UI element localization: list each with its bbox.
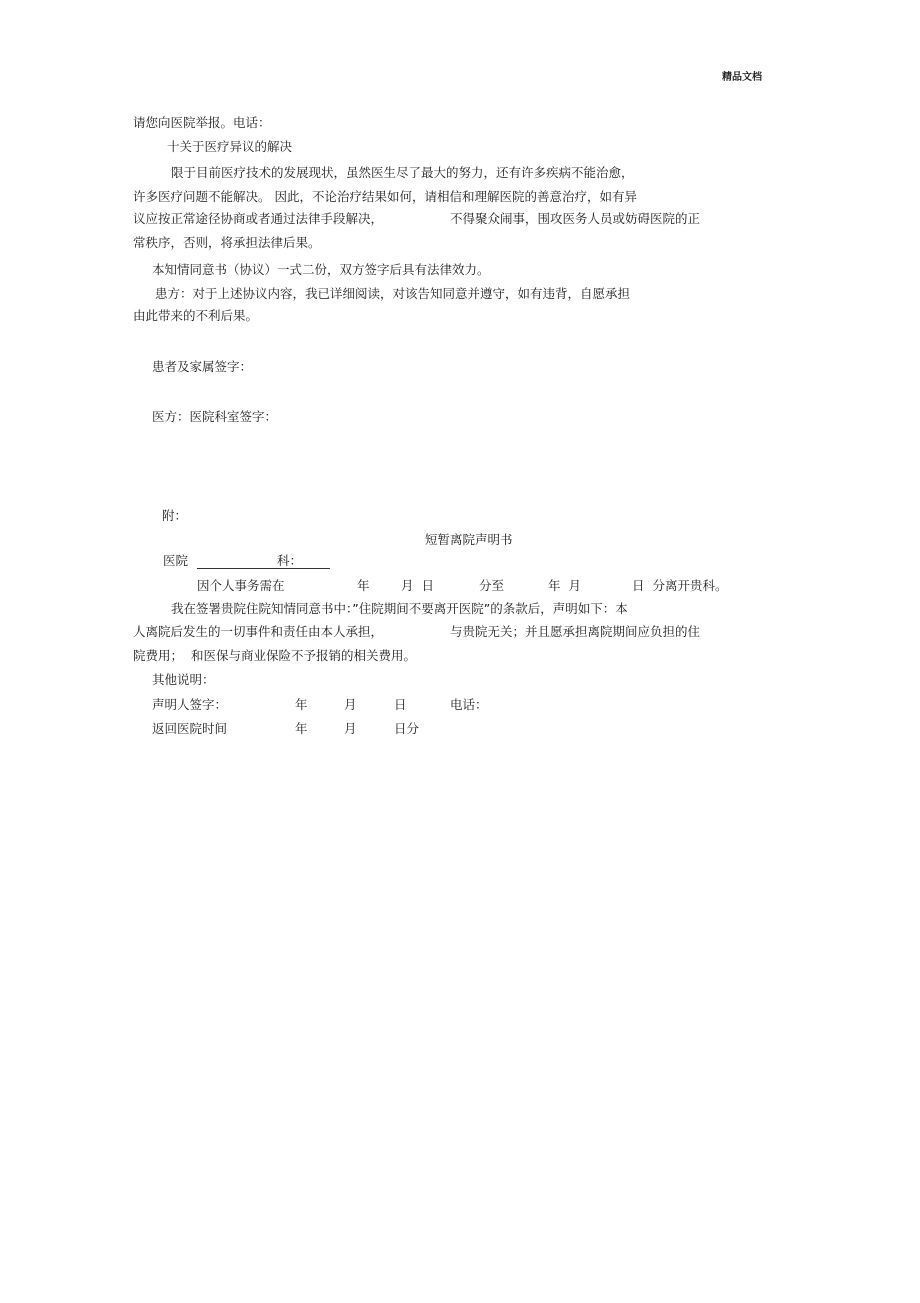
appendix-label: 附： [162, 508, 188, 523]
leave-reason-text: 因个人事务需在 [197, 578, 285, 593]
patient-signature-label: 患者及家属签字： [152, 359, 253, 374]
leave-minute-to: 分至 [479, 578, 505, 593]
leave-year-month: 年 月 [548, 578, 581, 593]
header-tag: 精品文档 [722, 72, 762, 83]
declarant-month: 月 [344, 697, 357, 712]
statement-line: 与贵院无关；并且愿承担离院期间应负担的住 [450, 624, 701, 639]
department-label: 科： [277, 553, 303, 568]
report-line: 请您向医院举报。电话： [133, 115, 271, 130]
paragraph-line: 许多医疗问题不能解决。 因此，不论治疗结果如何，请相信和理解医院的善意治疗，如有异 [133, 189, 637, 204]
patient-statement-line: 由此带来的不利后果。 [133, 308, 259, 323]
statement-line: 我在签署贵院住院知情同意书中：”住院期间不要离开医院”的条款后，声明如下：本 [171, 601, 628, 616]
declarant-year: 年 [295, 697, 308, 712]
paragraph-line: 限于目前医疗技术的发展现状，虽然医生尽了最大的努力，还有许多疾病不能治愈， [171, 165, 634, 180]
paragraph-line: 议应按正常途径协商或者通过法律手段解决， [133, 211, 384, 226]
return-month: 月 [344, 721, 357, 736]
leave-year: 年 [357, 578, 370, 593]
patient-statement-line: 患方：对于上述协议内容，我已详细阅读，对该告知同意并遵守，如有违背，自愿承担 [155, 286, 631, 301]
department-blank [197, 568, 330, 569]
declarant-day: 日 [394, 697, 407, 712]
other-notes-label: 其他说明： [152, 672, 215, 687]
declarant-phone-label: 电话： [450, 697, 488, 712]
return-time-label: 返回医院时间 [152, 721, 228, 736]
section-heading: 十关于医疗异议的解决 [167, 139, 293, 154]
hospital-label: 医院 [163, 553, 189, 568]
leave-month-day: 月 日 [401, 578, 434, 593]
paragraph-line: 不得聚众闹事，围攻医务人员或妨碍医院的正 [450, 211, 701, 226]
appendix-title: 短暂离院声明书 [425, 532, 513, 547]
statement-line: 人离院后发生的一切事件和责任由本人承担， [133, 624, 384, 639]
statement-line: 院费用； 和医保与商业保险不予报销的相关费用。 [133, 648, 416, 663]
declarant-signature-label: 声明人签字： [152, 697, 228, 712]
paragraph-line: 常秩序，否则，将承担法律后果。 [133, 235, 321, 250]
return-year: 年 [295, 721, 308, 736]
hospital-signature-label: 医方：医院科室签字： [152, 409, 278, 424]
leave-day-text: 日 分离开贵科。 [632, 578, 728, 593]
copies-note: 本知情同意书（协议）一式二份，双方签字后具有法律效力。 [152, 262, 490, 277]
return-day: 日分 [394, 721, 420, 736]
